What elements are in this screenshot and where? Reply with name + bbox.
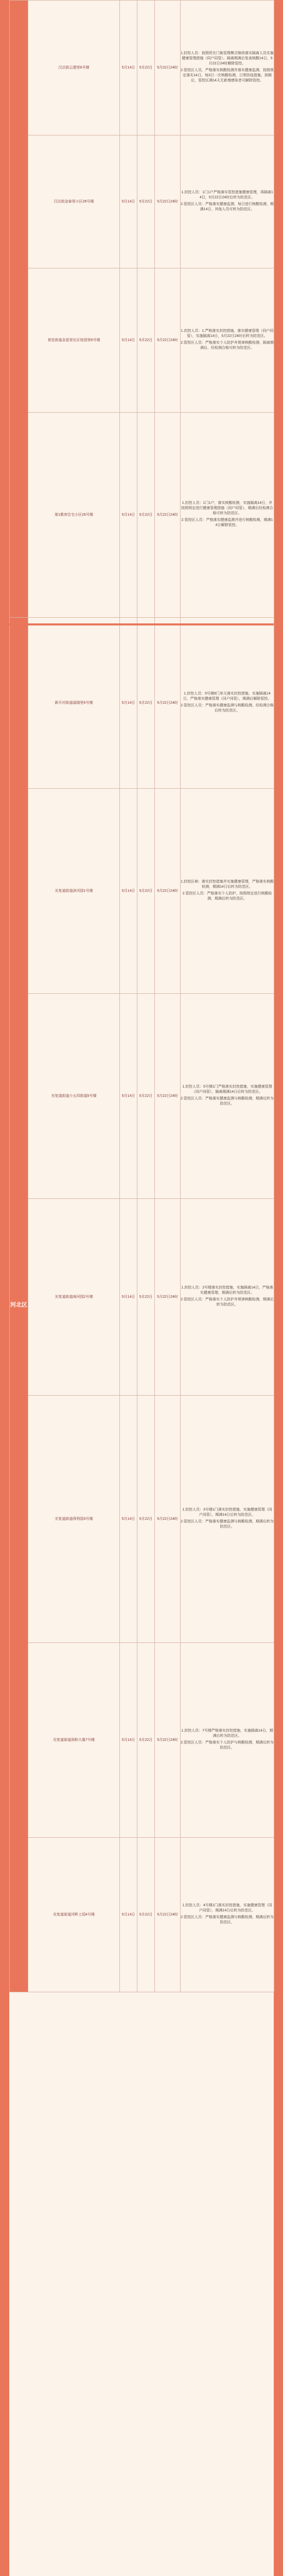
measures-cell	[181, 413, 274, 618]
measures-cell	[181, 789, 274, 994]
table-row	[10, 1, 274, 135]
lift-time: 5月22日24时	[155, 1838, 181, 1992]
table-row	[10, 1396, 274, 1643]
table-row	[10, 1643, 274, 1838]
measure-sealed: 1.封控人员：2号楼落实封控措施，实施隔离14日，严格落实健康管理，期满后转为防范区。	[181, 1285, 273, 1295]
location-name: 新开河街道福瑞里5号楼	[28, 618, 120, 789]
start-date: 5月14日	[120, 789, 137, 994]
start-date: 5月14日	[120, 268, 137, 413]
lift-time: 5月22日24时	[155, 268, 181, 413]
lift-time: 5月22日24时	[155, 618, 181, 789]
control-area-table	[9, 0, 274, 1992]
measures-cell	[181, 994, 274, 1199]
location-name: 汉沽街云建里6号楼	[28, 1, 120, 135]
lift-date: 5月22日	[137, 1643, 155, 1838]
table-row	[10, 789, 274, 994]
measure-sealed: 1.封控人员：1门1户，落实核酸检测，实施隔离14日，并按照规定进行健康管理措施（同户同管），期满后经检测合格可转为防范区。	[181, 501, 273, 515]
table-row	[10, 994, 274, 1199]
section-divider	[9, 623, 274, 625]
lift-time: 5月22日24时	[155, 789, 181, 994]
measures-cell	[181, 1396, 274, 1643]
table-row	[10, 413, 274, 618]
measures-cell	[181, 1, 274, 135]
measure-controlled: 2.管控区人员：严格落实个人防护并规律核酸检测，期满后转为防范区。	[181, 1297, 274, 1307]
lift-time: 5月22日24时	[155, 994, 181, 1199]
measure-sealed: 1.封控人员：按照所在门栋管理模式继续落实隔离人员实施健康管理措施（同户同管）。隔离期满后复查核酸14日，5月22日24时解除管控。	[181, 51, 274, 65]
lift-time: 5月22日24时	[155, 1199, 181, 1396]
measure-sealed: 1.封控人员：7号楼严格落实封控措施，实施隔离14日，期满后转为防范区。	[181, 1728, 273, 1738]
district-cell: 河北区	[10, 618, 28, 1992]
start-date: 5月14日	[120, 135, 137, 268]
start-date: 5月14日	[120, 1643, 137, 1838]
measure-controlled: 2.管控区人员：严格落实健康监测，每日进行核酸检测，期满14日，其他人员可转为防范区。	[181, 202, 274, 211]
start-date: 5月14日	[120, 618, 137, 789]
lift-date: 5月22日	[137, 994, 155, 1199]
lift-time: 5月22日24时	[155, 1396, 181, 1643]
lift-date: 5月22日	[137, 1, 155, 135]
start-date: 5月14日	[120, 1199, 137, 1396]
measure-sealed: 1.封控人员：1门1户严格落实管控措施健康管理，再隔离14日，5月22日24时后转为防范区。	[181, 190, 273, 199]
measures-cell	[181, 1199, 274, 1396]
lift-date: 5月22日	[137, 618, 155, 789]
measure-controlled: 2.管控区人员：严格落实个人防护与核酸检测，期满后转为防范区。	[181, 1740, 274, 1750]
measure-controlled: 2.管控区人员：严格落实个人防护并规律核酸检测，隔离期满后，经检测合格可转为防范区。	[181, 341, 274, 350]
lift-date: 5月22日	[137, 413, 155, 618]
table-row	[10, 1838, 274, 1992]
lift-date: 5月22日	[137, 1396, 155, 1643]
location-name: 光复道街道海河园2号楼	[28, 1199, 120, 1396]
measure-sealed: 1.封控人员：3号楼1门落实封控措施，实施健康管理（同户同管），期满14日后转为防范区。	[182, 1507, 272, 1517]
lift-date: 5月22日	[137, 789, 155, 994]
location-name: 光复道街道小五四街道5号楼	[28, 994, 120, 1199]
measure-sealed: 1.封控人员：4号楼1门落实封控措施，实施健康管理（同户同管），期满14日后转为防范区。	[182, 1903, 272, 1912]
district-cell	[10, 1, 28, 618]
measure-controlled: 2.管控区人员：严格落实健康监测与核酸检测，期满后转为防范区。	[181, 1519, 274, 1529]
location-name: 汉沽街金泰里小区26号楼	[28, 135, 120, 268]
location-name: 光复道街道滨河园1号楼	[28, 789, 120, 994]
measure-controlled: 2.管控区人员：严格落实个人防护，按照规定进行核酸检测，期满后转为防范区。	[182, 891, 272, 901]
lift-date: 5月22日	[137, 1838, 155, 1992]
location-name: 光复道街道润和大厦7号楼	[28, 1643, 120, 1838]
lift-time: 5月22日24时	[155, 135, 181, 268]
location-name: 光复道街道得利园3号楼	[28, 1396, 120, 1643]
measure-controlled: 2.管控区人员，严格落实核酸检测并落实健康监测，按照规定落实14日，每3日一次核酸检测，日常防疫措施，到期后，管控区满14天无新增感染者可解除管控。	[181, 68, 274, 82]
measure-controlled: 2.管控区人员：严格落实健康监测与核酸检测，经检测合格后转为防范区。	[181, 703, 274, 713]
table-row	[10, 1199, 274, 1396]
measure-sealed: 1.封控区域：落实封控措施并实施健康管理，严格落实核酸检测，期满14日后转为防范区。	[181, 879, 274, 889]
location-name: 景佳街道金星里社区桂园里6号楼	[28, 268, 120, 413]
location-name: 第1教育住宅小区26号楼	[28, 413, 120, 618]
start-date: 5月14日	[120, 413, 137, 618]
measures-cell	[181, 618, 274, 789]
lift-time: 5月22日24时	[155, 1, 181, 135]
table-row	[10, 618, 274, 789]
start-date: 5月14日	[120, 994, 137, 1199]
start-date: 5月14日	[120, 1396, 137, 1643]
measure-sealed: 1.封控人员：1.严格落实封控措施，落实健康管理（同户同管），实施隔离14日，5月22日24时后转为防范区。	[181, 329, 274, 338]
measures-cell	[181, 135, 274, 268]
lift-time: 5月22日24时	[155, 1643, 181, 1838]
start-date: 5月14日	[120, 1838, 137, 1992]
measure-sealed: 1.封控人员：5号楼8门单元落实封控措施，实施隔离14日，严格落实健康管理（同户同管），期满后解除管控。	[183, 691, 272, 701]
document-sheet	[9, 0, 274, 2576]
measure-controlled: 2.管控区人员：严格落实健康监测与核酸检测，期满后转为防范区。	[181, 1915, 274, 1924]
measures-cell	[181, 1643, 274, 1838]
measure-controlled: 2.管控区人员：严格落实健康监测与核酸检测，期满后转为防范区。	[181, 1096, 274, 1106]
lift-date: 5月22日	[137, 135, 155, 268]
measure-controlled: 2.管控区人员：严格落实健康监测并进行核酸检测，期满14日解除管控。	[181, 518, 273, 527]
location-name: 光复道街道河畔上园4号楼	[28, 1838, 120, 1992]
measure-sealed: 1.封控人员：5号楼1门严格落实封控措施，实施健康管理（同户同管），隔离期满14日后转为防范区。	[182, 1084, 272, 1094]
lift-date: 5月22日	[137, 1199, 155, 1396]
lift-time: 5月22日24时	[155, 413, 181, 618]
lift-date: 5月22日	[137, 268, 155, 413]
measures-cell	[181, 1838, 274, 1992]
start-date: 5月14日	[120, 1, 137, 135]
measures-cell	[181, 268, 274, 413]
table-row	[10, 135, 274, 268]
table-row	[10, 268, 274, 413]
